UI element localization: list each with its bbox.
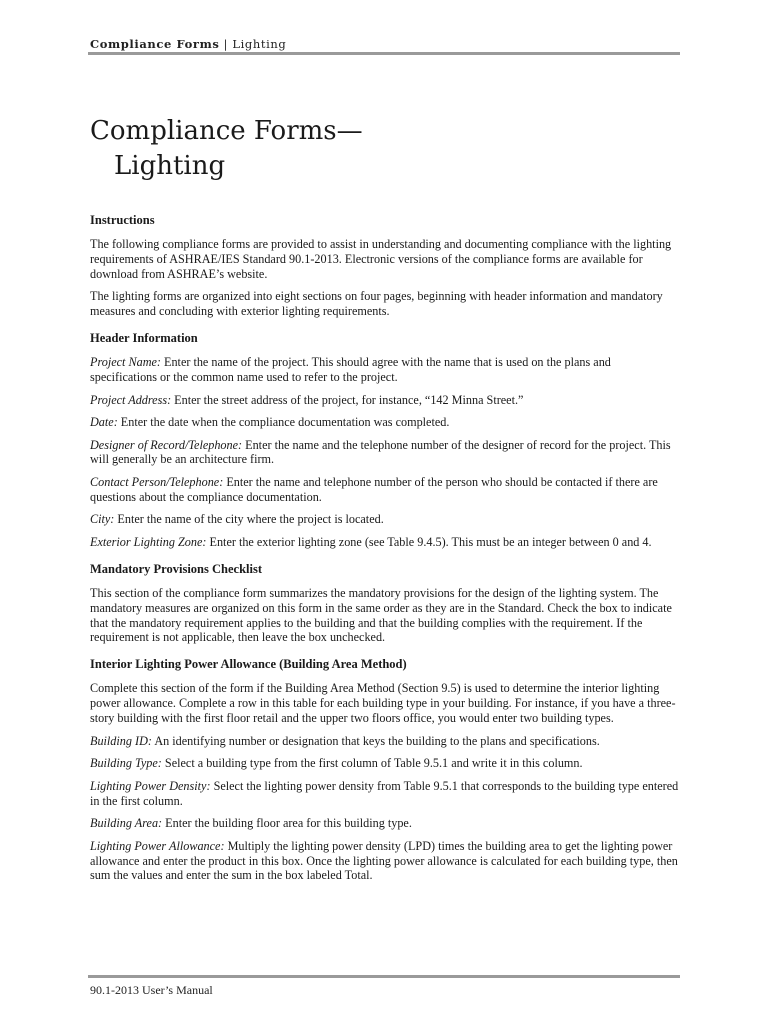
definition-term: Lighting Power Allowance: bbox=[90, 838, 225, 853]
header-information-heading: Header Information bbox=[90, 331, 198, 346]
definition-project-address bbox=[90, 393, 680, 408]
definition-term: Project Address: bbox=[90, 392, 172, 407]
definition-term: Building ID: bbox=[90, 733, 152, 748]
definition-text: Multiply the lighting power density (LPD) times the building area to get the lighting power allowance and enter the product in this box. Once the lighting power allowance is calculated for each building type, then sum the values and enter the sum in the box labeled Total. bbox=[90, 838, 678, 883]
mandatory-provisions-paragraph: This section of the compliance form summarizes the mandatory provisions for the design of the lighting system. The mandatory measures are organized on this form in the same order as they are in the Standard. Check the box to indicate that the mandatory requirement applies to the building and that the building complies with the requirement. If the requirement is not applicable, then leave the box unchecked. bbox=[90, 585, 672, 645]
definition-term: Contact Person/Telephone: bbox=[90, 474, 224, 489]
definition-city bbox=[90, 512, 680, 527]
definition-term: Designer of Record/Telephone: bbox=[90, 437, 243, 452]
mandatory-provisions-section bbox=[90, 562, 680, 646]
header-rule bbox=[88, 52, 680, 55]
definition-project-name bbox=[90, 355, 680, 385]
definition-text: Enter the street address of the project, for instance, “142 Minna Street.” bbox=[171, 392, 524, 407]
mandatory-provisions-heading: Mandatory Provisions Checklist bbox=[90, 561, 262, 576]
definition-term: Building Type: bbox=[90, 756, 162, 771]
definition-building-area bbox=[90, 816, 680, 831]
definition-text: Enter the name and telephone number of the person who should be contacted if there are questions about the compliance documentation. bbox=[90, 474, 658, 504]
instructions-section bbox=[90, 213, 680, 319]
running-header bbox=[90, 37, 286, 51]
definition-term: Date: bbox=[90, 415, 118, 430]
definition-designer-of-record bbox=[90, 438, 680, 468]
running-footer: 90.1-2013 User’s Manual bbox=[90, 983, 213, 997]
definition-text: Select a building type from the first column of Table 9.5.1 and write it in this column. bbox=[161, 756, 583, 771]
definition-building-id bbox=[90, 734, 680, 749]
definition-text: Select the lighting power density from Table 9.5.1 that corresponds to the building type entered in the first column. bbox=[90, 778, 679, 808]
definition-term: City: bbox=[90, 512, 115, 527]
page-title-line2: Lighting bbox=[114, 151, 226, 181]
running-header-title: Compliance Forms bbox=[90, 37, 220, 51]
definition-lighting-power-density bbox=[90, 779, 680, 809]
definition-text: Enter the date when the compliance documentation was completed. bbox=[117, 415, 450, 430]
definition-text: Enter the name of the city where the project is located. bbox=[114, 512, 384, 527]
interior-lighting-paragraph: Complete this section of the form if the Building Area Method (Section 9.5) is used to determine the interior lighting power allowance. Complete a row in this table for each building type in your building. For instance, if you have a three-story building with the first floor retail and the upper two floors office, you would enter two building types. bbox=[90, 681, 676, 726]
document-body bbox=[90, 213, 680, 891]
footer-rule bbox=[88, 975, 680, 978]
definition-text: Enter the exterior lighting zone (see Table 9.4.5). This must be an integer between 0 and 4. bbox=[206, 534, 652, 549]
interior-lighting-heading: Interior Lighting Power Allowance (Building Area Method) bbox=[90, 657, 407, 672]
definition-term: Lighting Power Density: bbox=[90, 778, 211, 793]
header-information-section bbox=[90, 331, 680, 550]
running-header-separator: | bbox=[219, 37, 233, 51]
definition-term: Building Area: bbox=[90, 816, 163, 831]
definition-term: Exterior Lighting Zone: bbox=[90, 534, 207, 549]
definition-text: Enter the building floor area for this building type. bbox=[162, 816, 412, 831]
definition-contact-person bbox=[90, 475, 680, 505]
running-header-section: Lighting bbox=[232, 37, 287, 51]
definition-text: Enter the name and the telephone number of the designer of record for the project. This will generally be an architecture firm. bbox=[90, 437, 671, 467]
definition-lighting-power-allowance bbox=[90, 839, 680, 884]
definition-term: Project Name: bbox=[90, 355, 161, 370]
interior-lighting-section bbox=[90, 657, 680, 883]
page-title-line1: Compliance Forms— bbox=[90, 116, 363, 146]
definition-building-type bbox=[90, 756, 680, 771]
definition-exterior-lighting-zone bbox=[90, 535, 680, 550]
definition-text: An identifying number or designation that keys the building to the plans and specifications. bbox=[151, 733, 600, 748]
definition-text: Enter the name of the project. This should agree with the name that is used on the plans and specifications or the common name used to refer to the project. bbox=[90, 355, 611, 385]
page-title bbox=[90, 114, 590, 184]
instructions-heading: Instructions bbox=[90, 213, 155, 227]
instructions-paragraph-1: The following compliance forms are provided to assist in understanding and documenting compliance with the lighting requirements of ASHRAE/IES Standard 90.1-2013. Electronic versions of the compliance forms are available for download from ASHRAE’s website. bbox=[90, 237, 672, 281]
instructions-paragraph-2: The lighting forms are organized into eight sections on four pages, beginning with header information and mandatory measures and concluding with exterior lighting requirements. bbox=[90, 289, 663, 319]
definition-date bbox=[90, 415, 680, 430]
